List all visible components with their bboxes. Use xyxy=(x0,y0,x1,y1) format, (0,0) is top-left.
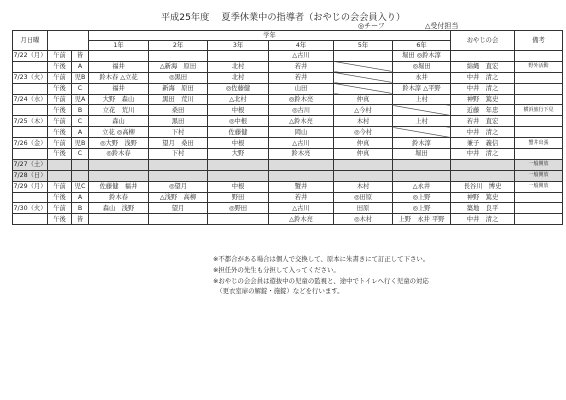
grade-cell: 中根 xyxy=(208,181,269,192)
schedule-row xyxy=(13,105,563,116)
grade-cell: 上村 xyxy=(393,94,451,105)
grade-cell xyxy=(393,170,451,181)
note-line: ※担任外の先生も分担して入ってください。 xyxy=(213,265,340,274)
grade-cell xyxy=(334,170,393,181)
room-cell: B xyxy=(72,203,89,214)
date-cell: 7/22（月） xyxy=(13,52,47,60)
grade-cell: 野田 xyxy=(208,192,269,203)
remarks-cell xyxy=(515,214,563,225)
grade-cell: △永井 xyxy=(393,181,451,192)
oyaji-cell xyxy=(451,51,515,62)
date-cell: 7/27（土） xyxy=(13,161,47,169)
date-cell: 7/24（水） xyxy=(13,96,47,103)
date-cell: 7/28（日） xyxy=(13,172,47,180)
grade-cell: ◎佐藤健 xyxy=(208,83,269,94)
room-cell: 児B xyxy=(72,72,89,83)
grade-cell: ◎黒田 xyxy=(149,72,208,83)
oyaji-cell: 中井 清之 xyxy=(451,127,515,138)
remarks-cell xyxy=(515,149,563,160)
remarks-cell xyxy=(515,116,563,127)
remarks-cell: 横浜旅行下見 xyxy=(515,105,563,116)
grade-cell xyxy=(208,214,269,225)
session-cell: 午前 xyxy=(48,51,72,62)
date-cell: 7/23（火） xyxy=(13,74,47,82)
grade-cell: 蟹井 xyxy=(269,181,334,192)
session-cell xyxy=(48,170,72,181)
room-cell: C xyxy=(72,149,89,160)
date-cell xyxy=(13,61,48,72)
room-cell: A xyxy=(72,127,89,138)
grade-cell: △鈴木亮 xyxy=(269,214,334,225)
grade-cell: ◎中根 xyxy=(208,116,269,127)
grade-cell: 永井 xyxy=(393,72,451,83)
grade-cell: ◎望月 xyxy=(149,181,208,192)
grade-cell: ◎田原 xyxy=(334,192,393,203)
header-grade: 5年 xyxy=(334,41,393,51)
grade-cell xyxy=(393,105,451,116)
grade-cell: 中根 xyxy=(208,105,269,116)
room-cell: A xyxy=(72,61,89,72)
grade-cell: ◎鈴木亮 xyxy=(269,94,334,105)
note-line: ※不都合がある場合は個人で交換して、原本に朱書きにて訂正して下さい。 xyxy=(213,255,430,263)
grade-cell: 佐藤健 福井 xyxy=(89,181,149,192)
oyaji-cell: 神野 篤史 xyxy=(451,192,515,203)
oyaji-cell: 長谷川 博史 xyxy=(451,181,515,192)
grade-cell xyxy=(334,61,393,72)
grade-cell: △今村 xyxy=(334,105,393,116)
remarks-cell xyxy=(515,83,563,94)
session-cell: 午後 xyxy=(48,83,72,94)
header-grade: 1年 xyxy=(89,41,149,51)
oyaji-cell: 中井 清之 xyxy=(451,72,515,83)
schedule-row xyxy=(13,61,563,72)
oyaji-cell xyxy=(451,159,515,170)
grade-cell: 堀田 ◎鈴木淳 xyxy=(393,51,451,62)
grade-cell: 福井 xyxy=(89,61,149,72)
grade-cell: △古川 xyxy=(269,138,334,149)
grade-cell: 佐藤健 xyxy=(208,127,269,138)
oyaji-cell: 兼子 義信 xyxy=(451,138,515,149)
grade-cell: 北村 xyxy=(208,72,269,83)
grade-cell: ◎今村 xyxy=(334,127,393,138)
schedule-row xyxy=(13,51,563,62)
session-cell: 午前 xyxy=(48,138,72,149)
session-cell: 午前 xyxy=(48,72,72,83)
grade-cell: △古川 xyxy=(269,203,334,214)
grade-cell: 立花 ◎高柳 xyxy=(89,127,149,138)
grade-cell: 大野 森山 xyxy=(89,94,149,105)
oyaji-cell: 中井 清之 xyxy=(451,149,515,160)
legend-chief: ◎チーフ xyxy=(358,22,385,30)
grade-cell: 中根 xyxy=(208,138,269,149)
remarks-cell: 一般開放 xyxy=(515,170,563,181)
grade-cell: 鈴木春 xyxy=(89,192,149,203)
header-grade: 2年 xyxy=(149,41,208,51)
grade-cell: 上野 永井 平野 xyxy=(393,214,451,225)
header-grade: 3年 xyxy=(208,41,269,51)
date-cell xyxy=(13,105,48,116)
remarks-cell xyxy=(515,72,563,83)
grade-cell: 鈴木亮 xyxy=(269,149,334,160)
schedule-row xyxy=(13,116,563,127)
legend-reception: △受付担当 xyxy=(425,22,459,30)
oyaji-cell: 神野 篤史 xyxy=(451,94,515,105)
grade-cell: 上村 xyxy=(393,116,451,127)
header-date: 月日曜 xyxy=(13,31,48,51)
session-cell: 午後 xyxy=(48,61,72,72)
grade-cell xyxy=(149,170,208,181)
grade-cell xyxy=(208,159,269,170)
grade-cell: 下村 xyxy=(149,149,208,160)
grade-cell: 新海 原田 xyxy=(149,83,208,94)
oyaji-cell xyxy=(451,170,515,181)
grade-cell: ◎大野 浅野 xyxy=(89,138,149,149)
grade-cell xyxy=(89,159,149,170)
notes-block xyxy=(213,254,429,297)
grade-cell: 鈴木春 △立花 xyxy=(89,72,149,83)
grade-cell: 鈴木淳 xyxy=(393,138,451,149)
date-cell xyxy=(13,83,48,94)
header-oyaji: おやじの会 xyxy=(451,31,515,51)
grade-cell xyxy=(149,159,208,170)
room-cell xyxy=(72,170,89,181)
remarks-cell xyxy=(515,192,563,203)
header-remarks: 備考 xyxy=(515,31,563,51)
oyaji-cell: 若井 直宏 xyxy=(451,116,515,127)
grade-cell: ◎鈴木春 xyxy=(89,149,149,160)
session-cell: 午後 xyxy=(48,127,72,138)
remarks-cell: 一般開放 xyxy=(515,181,563,192)
grade-cell: ◎木村 xyxy=(334,214,393,225)
grade-cell xyxy=(334,51,393,62)
room-cell: C xyxy=(72,116,89,127)
room-cell: A xyxy=(72,192,89,203)
oyaji-cell: 築地 良平 xyxy=(451,203,515,214)
room-cell: 皆 xyxy=(72,214,89,225)
room-cell: B xyxy=(72,105,89,116)
grade-cell: △新海 原田 xyxy=(149,61,208,72)
grade-cell: 山田 xyxy=(269,83,334,94)
grade-cell: 鈴木淳 △平野 xyxy=(393,83,451,94)
grade-cell: 若井 xyxy=(269,72,334,83)
header-grade: 6年 xyxy=(393,41,451,51)
room-cell: 児C xyxy=(72,181,89,192)
grade-cell xyxy=(89,51,149,62)
header-grade-group: 学年 xyxy=(89,31,451,41)
schedule-row xyxy=(13,170,563,181)
remarks-cell: 野外活動 xyxy=(515,61,563,72)
oyaji-cell: 中井 清之 xyxy=(451,83,515,94)
grade-cell: 望月 xyxy=(149,203,208,214)
grade-cell: 大野 xyxy=(208,149,269,160)
remarks-cell xyxy=(515,51,563,62)
grade-cell: ◎古川 xyxy=(269,105,334,116)
page-title: 平成25年度 夏季休業中の指導者（おやじの会会員入り） xyxy=(160,12,406,23)
grade-cell: 望月 桑田 xyxy=(149,138,208,149)
grade-cell: 若井 xyxy=(269,61,334,72)
grade-cell: ◎野田 xyxy=(208,203,269,214)
room-cell xyxy=(72,159,89,170)
session-cell: 午後 xyxy=(48,192,72,203)
grade-cell xyxy=(149,51,208,62)
note-line: （更衣室扉の解錠・施錠）などを行います。 xyxy=(213,287,344,296)
date-cell: 7/25（木） xyxy=(13,117,47,125)
grade-cell: 田原 xyxy=(334,203,393,214)
note-line: ※おやじの会会員は遊抜中の児童の監視と、途中でトイレへ行く児童の対応 xyxy=(213,276,429,285)
remarks-cell: 一般開放 xyxy=(515,159,563,170)
session-cell: 午後 xyxy=(48,105,72,116)
grade-cell: △浅野 高柳 xyxy=(149,192,208,203)
session-cell: 午前 xyxy=(48,94,72,105)
remarks-cell xyxy=(515,203,563,214)
date-cell xyxy=(13,149,48,160)
remarks-cell xyxy=(515,127,563,138)
grade-cell: 立花 荒川 xyxy=(89,105,149,116)
grade-cell: 若井 xyxy=(269,192,334,203)
grade-cell: △古川 xyxy=(269,51,334,62)
date-cell xyxy=(13,214,48,225)
grade-cell: △鈴木亮 xyxy=(269,116,334,127)
grade-cell: 仲真 xyxy=(334,149,393,160)
schedule-table xyxy=(12,30,563,225)
grade-cell xyxy=(334,72,393,83)
grade-cell: 森山 浅野 xyxy=(89,203,149,214)
schedule-row xyxy=(13,94,563,105)
date-cell: 7/30（火） xyxy=(13,204,47,212)
remarks-cell: 蟹井出張 xyxy=(515,138,563,149)
schedule-row xyxy=(13,138,563,149)
session-cell: 午前 xyxy=(48,181,72,192)
grade-cell: 木村 xyxy=(334,181,393,192)
schedule-row xyxy=(13,127,563,138)
schedule-row xyxy=(13,192,563,203)
oyaji-cell: 中井 清之 xyxy=(451,214,515,225)
grade-cell: ◎上野 xyxy=(393,203,451,214)
schedule-row xyxy=(13,83,563,94)
grade-cell: 黒田 xyxy=(149,116,208,127)
date-cell xyxy=(13,192,48,203)
schedule-row xyxy=(13,72,563,83)
grade-cell: 桑田 xyxy=(149,105,208,116)
schedule-row xyxy=(13,214,563,225)
grade-cell: 木村 xyxy=(334,116,393,127)
grade-cell: 下村 xyxy=(149,127,208,138)
room-cell: 皆 xyxy=(72,51,89,62)
grade-cell xyxy=(269,159,334,170)
schedule-row xyxy=(13,159,563,170)
header-grade: 4年 xyxy=(269,41,334,51)
session-cell: 午後 xyxy=(48,214,72,225)
schedule-body xyxy=(13,51,563,225)
grade-cell: 北村 xyxy=(208,61,269,72)
grade-cell: 森山 xyxy=(89,116,149,127)
date-cell: 7/29（月） xyxy=(13,183,47,191)
oyaji-cell: 近藤 年忠 xyxy=(451,105,515,116)
grade-cell xyxy=(334,159,393,170)
grade-cell: 堀田 xyxy=(393,149,451,160)
room-cell: C xyxy=(72,83,89,94)
session-cell xyxy=(48,159,72,170)
grade-cell xyxy=(269,170,334,181)
schedule-row xyxy=(13,181,563,192)
grade-cell: 福井 xyxy=(89,83,149,94)
room-cell: 児A xyxy=(72,94,89,105)
grade-cell xyxy=(393,127,451,138)
session-cell: 午前 xyxy=(48,203,72,214)
grade-cell xyxy=(334,83,393,94)
grade-cell: 岡山 xyxy=(269,127,334,138)
grade-cell xyxy=(208,170,269,181)
grade-cell: ◎上野 xyxy=(393,192,451,203)
schedule-row xyxy=(13,149,563,160)
oyaji-cell: 綿縄 直宏 xyxy=(451,61,515,72)
grade-cell: 黒田 荒川 xyxy=(149,94,208,105)
room-cell: 児B xyxy=(72,138,89,149)
grade-cell: △北村 xyxy=(208,94,269,105)
grade-cell xyxy=(208,51,269,62)
grade-cell xyxy=(393,159,451,170)
grade-cell xyxy=(89,214,149,225)
grade-cell: ◎堀田 xyxy=(393,61,451,72)
grade-cell: 仲真 xyxy=(334,138,393,149)
grade-cell xyxy=(89,170,149,181)
remarks-cell xyxy=(515,94,563,105)
header-session xyxy=(48,31,89,51)
date-cell xyxy=(13,127,48,138)
date-cell: 7/26（金） xyxy=(13,139,47,147)
schedule-row xyxy=(13,203,563,214)
session-cell: 午後 xyxy=(48,149,72,160)
grade-cell: 仲真 xyxy=(334,94,393,105)
grade-cell xyxy=(149,214,208,225)
session-cell: 午前 xyxy=(48,116,72,127)
